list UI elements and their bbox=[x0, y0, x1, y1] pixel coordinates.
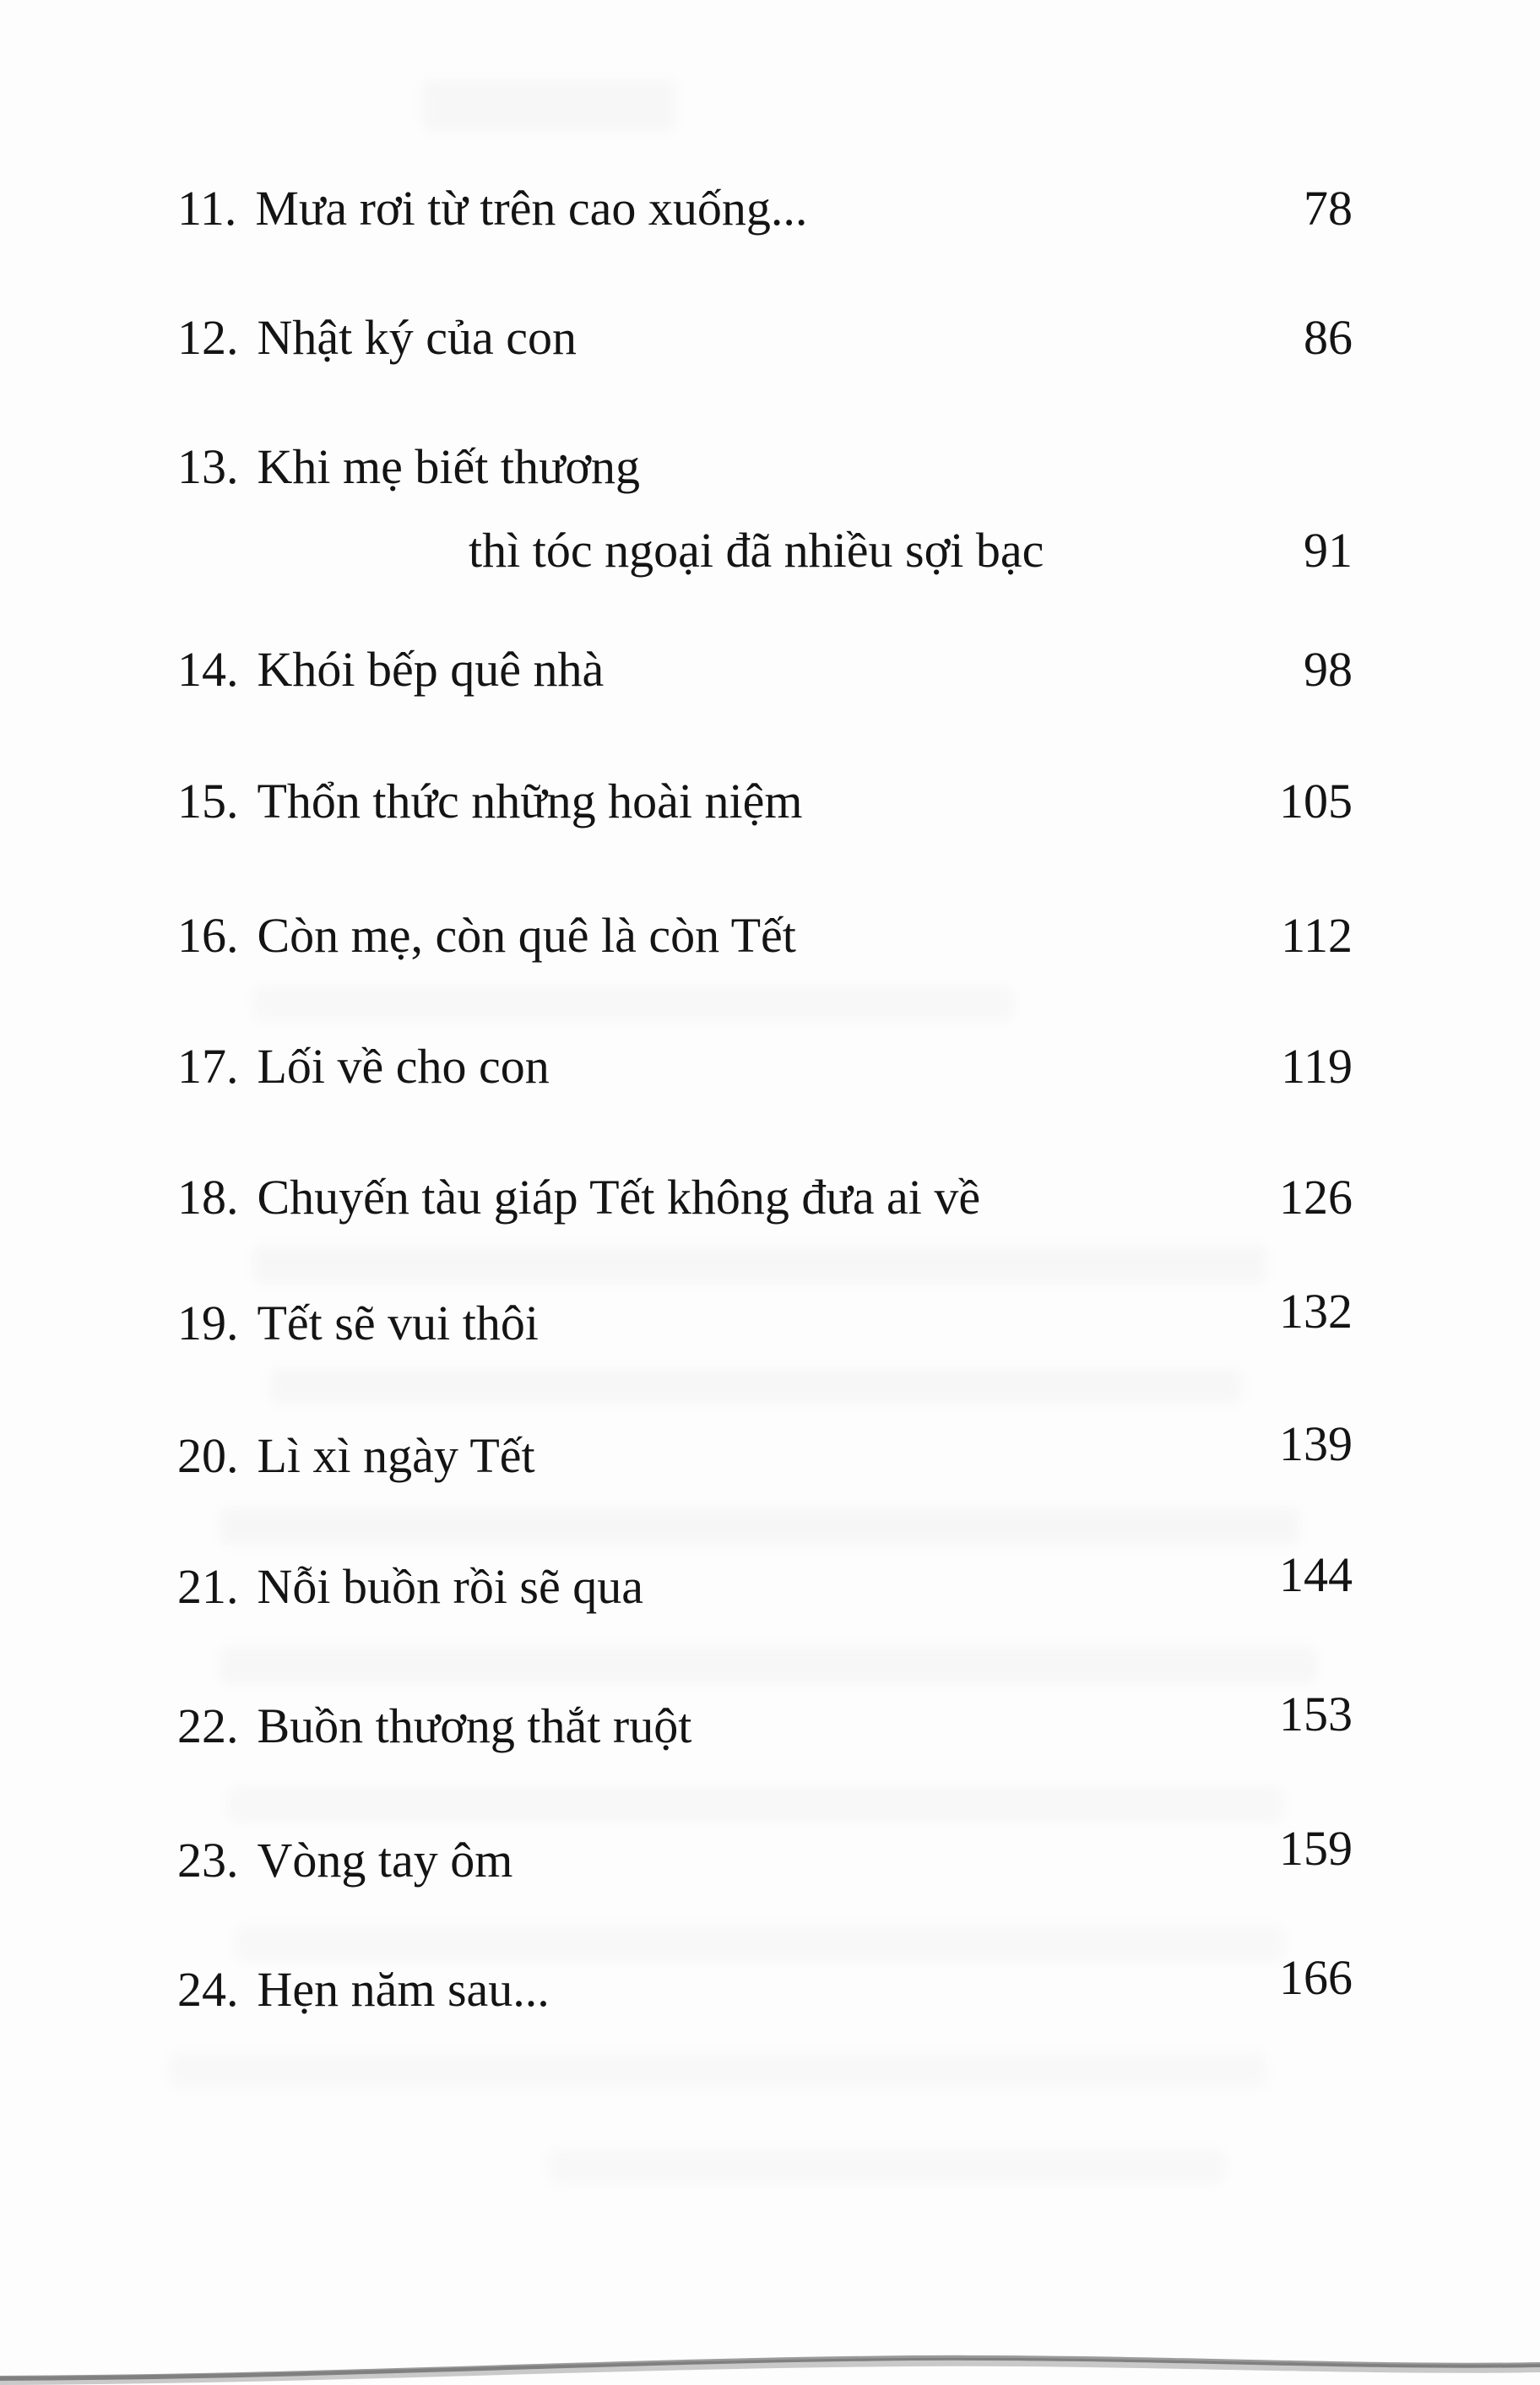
toc-entry-18 bbox=[177, 1164, 1353, 1231]
entry-page-number: 166 bbox=[1279, 1950, 1353, 2005]
entry-title: Buồn thương thắt ruột bbox=[257, 1698, 692, 1753]
toc-entry-16 bbox=[177, 902, 1353, 970]
entry-title: Nỗi buồn rồi sẽ qua bbox=[257, 1559, 643, 1614]
entry-title: Lối về cho con bbox=[257, 1039, 550, 1094]
entry-number: 24. bbox=[177, 1962, 239, 2017]
bleedthrough-smudge bbox=[220, 1508, 1300, 1545]
entry-title: Mưa rơi từ trên cao xuống... bbox=[255, 181, 808, 236]
bleedthrough-smudge bbox=[253, 1246, 1266, 1283]
entry-number: 23. bbox=[177, 1833, 239, 1888]
entry-page-number: 91 bbox=[1304, 523, 1353, 578]
entry-number: 20. bbox=[177, 1428, 239, 1483]
entry-number: 11. bbox=[177, 181, 237, 236]
bleedthrough-smudge bbox=[253, 986, 1013, 1020]
entry-number: 21. bbox=[177, 1559, 239, 1614]
entry-number: 15. bbox=[177, 774, 239, 829]
entry-title: Khói bếp quê nhà bbox=[257, 642, 605, 697]
entry-page-number: 153 bbox=[1279, 1687, 1353, 1741]
scan-edge bbox=[0, 2334, 1540, 2385]
entry-title: Hẹn năm sau... bbox=[257, 1962, 550, 2017]
bleedthrough-smudge bbox=[220, 1647, 1317, 1684]
entry-number: 16. bbox=[177, 908, 239, 963]
entry-page-number: 119 bbox=[1281, 1039, 1353, 1094]
bleedthrough-smudge bbox=[169, 2052, 1266, 2088]
entry-title: Vòng tay ôm bbox=[257, 1833, 513, 1888]
entry-title: Còn mẹ, còn quê là còn Tết bbox=[257, 908, 796, 963]
toc-entry-24 bbox=[177, 1950, 1353, 2024]
entry-title: Nhật ký của con bbox=[257, 310, 577, 365]
entry-title-line-2 bbox=[177, 517, 1353, 584]
entry-number: 14. bbox=[177, 642, 239, 697]
entry-title: Khi mẹ biết thương bbox=[257, 439, 641, 494]
toc-entry-22 bbox=[177, 1687, 1353, 1760]
bleedthrough-smudge bbox=[270, 1368, 1241, 1404]
toc-entry-11 bbox=[177, 175, 1353, 242]
toc-entry-20 bbox=[177, 1416, 1353, 1490]
toc-entry-21 bbox=[177, 1547, 1353, 1621]
bleedthrough-smudge bbox=[422, 80, 675, 131]
entry-page-number: 144 bbox=[1279, 1547, 1353, 1602]
bleedthrough-smudge bbox=[549, 2149, 1224, 2183]
toc-entry-17 bbox=[177, 1033, 1353, 1100]
entry-title: Lì xì ngày Tết bbox=[257, 1428, 535, 1483]
entry-number: 22. bbox=[177, 1698, 239, 1753]
toc-entry-14 bbox=[177, 636, 1353, 704]
entry-title-line-1 bbox=[177, 433, 1353, 501]
toc-entry-15 bbox=[177, 768, 1353, 835]
entry-number: 12. bbox=[177, 310, 239, 365]
entry-number: 19. bbox=[177, 1296, 239, 1350]
entry-page-number: 98 bbox=[1304, 642, 1353, 697]
entry-title: Chuyến tàu giáp Tết không đưa ai về bbox=[257, 1170, 981, 1225]
entry-page-number: 139 bbox=[1279, 1416, 1353, 1471]
entry-page-number: 78 bbox=[1304, 181, 1353, 236]
entry-page-number: 126 bbox=[1279, 1170, 1353, 1225]
entry-page-number: 132 bbox=[1279, 1284, 1353, 1339]
toc-entry-12 bbox=[177, 304, 1353, 372]
bleedthrough-smudge bbox=[228, 1786, 1283, 1822]
entry-page-number: 112 bbox=[1281, 908, 1353, 963]
toc-entry-23 bbox=[177, 1821, 1353, 1894]
entry-title: Thổn thức những hoài niệm bbox=[257, 774, 803, 829]
entry-number: 13. bbox=[177, 439, 239, 494]
entry-number: 17. bbox=[177, 1039, 239, 1094]
entry-number: 18. bbox=[177, 1170, 239, 1225]
entry-title-continued: thì tóc ngoại đã nhiều sợi bạc bbox=[469, 523, 1044, 578]
entry-page-number: 159 bbox=[1279, 1821, 1353, 1876]
entry-page-number: 105 bbox=[1279, 774, 1353, 829]
toc-entry-19 bbox=[177, 1284, 1353, 1357]
toc-entry-13 bbox=[177, 433, 1353, 584]
entry-page-number: 86 bbox=[1304, 310, 1353, 365]
entry-title: Tết sẽ vui thôi bbox=[257, 1296, 539, 1350]
